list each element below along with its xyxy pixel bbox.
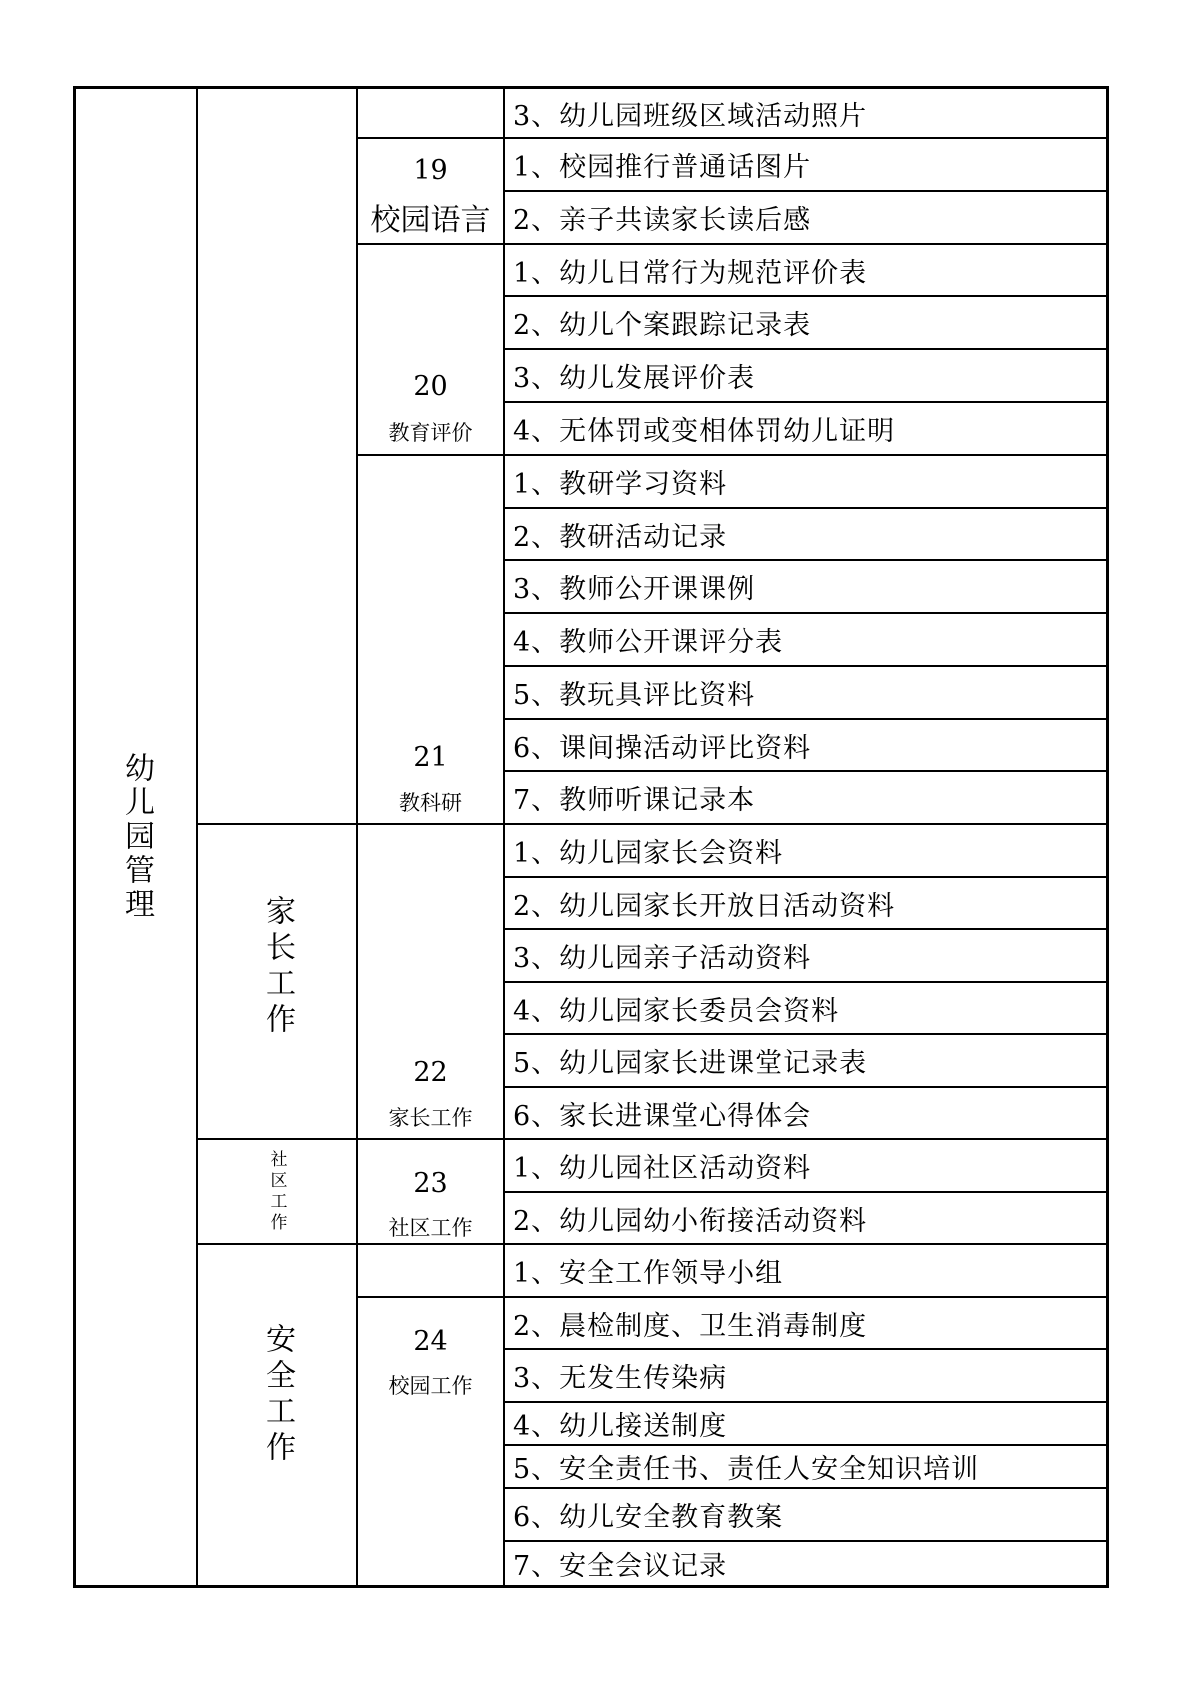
list-item: 3、幼儿发展评价表: [513, 363, 756, 394]
list-item: 5、教玩具评比资料: [513, 680, 756, 711]
subcategory-community-work-label: 社区工作: [266, 1149, 287, 1234]
list-item: 2、晨检制度、卫生消毒制度: [513, 1310, 868, 1342]
section-19-cell: [358, 139, 503, 243]
section-19-title: 校园语言: [370, 203, 491, 238]
list-item: 1、幼儿园社区活动资料: [513, 1153, 812, 1184]
list-item: 5、安全责任书、责任人安全知识培训: [513, 1454, 980, 1485]
list-item: 2、幼儿个案跟踪记录表: [513, 310, 812, 341]
list-item: 3、教师公开课课例: [513, 574, 756, 605]
subcategory-community-work-cell: [198, 1140, 356, 1243]
list-item: 6、幼儿安全教育教案: [513, 1502, 784, 1533]
subcategory-parent-work-cell: [198, 825, 356, 1138]
list-item: 6、家长进课堂心得体会: [513, 1100, 812, 1132]
section-21-cell: [358, 456, 503, 823]
list-item: 1、校园推行普通话图片: [513, 152, 812, 183]
section-21-title: 教科研: [399, 791, 462, 815]
section-23-title: 社区工作: [388, 1216, 473, 1240]
list-item: 4、幼儿园家长委员会资料: [513, 995, 840, 1027]
subcategory-safety-work-label: 安全工作: [260, 1323, 295, 1467]
section-24-cell: [358, 1298, 503, 1585]
list-item: 1、幼儿园家长会资料: [513, 838, 784, 869]
list-item: 1、安全工作领导小组: [513, 1258, 784, 1289]
main-category-label: 幼儿园管理: [119, 752, 154, 922]
section-22-cell: [358, 825, 503, 1138]
section-20-title: 教育评价: [388, 421, 473, 445]
list-item: 1、教研学习资料: [513, 469, 728, 500]
list-item: 3、无发生传染病: [513, 1363, 728, 1394]
section-19-number: 19: [413, 155, 448, 186]
section-20-cell: [358, 245, 503, 454]
list-item: 4、幼儿接送制度: [513, 1411, 728, 1442]
main-category-cell: [76, 89, 196, 1585]
section-23-cell: [358, 1140, 503, 1243]
section-23-number: 23: [413, 1168, 448, 1199]
subcategory-safety-work-cell: [198, 1245, 356, 1585]
section-20-number: 20: [413, 371, 448, 402]
document-table: [73, 86, 1109, 1588]
list-item: 4、教师公开课评分表: [513, 627, 784, 658]
list-item: 3、幼儿园班级区域活动照片: [513, 100, 868, 132]
list-item: 6、课间操活动评比资料: [513, 732, 812, 764]
list-item: 4、无体罚或变相体罚幼儿证明: [513, 416, 896, 447]
list-item: 5、幼儿园家长进课堂记录表: [513, 1048, 868, 1079]
list-item: 7、教师听课记录本: [513, 785, 756, 816]
section-22-title: 家长工作: [388, 1106, 473, 1130]
subcategory-parent-work-label: 家长工作: [260, 894, 295, 1039]
section-22-number: 22: [413, 1057, 448, 1088]
list-item: 2、教研活动记录: [513, 521, 728, 553]
section-24-number: 24: [413, 1326, 448, 1357]
items-column: [505, 89, 1109, 1585]
list-item: 3、幼儿园亲子活动资料: [513, 943, 812, 974]
list-item: 2、幼儿园幼小衔接活动资料: [513, 1205, 868, 1237]
section-21-number: 21: [413, 742, 448, 773]
list-item: 2、幼儿园家长开放日活动资料: [513, 890, 896, 922]
section-24-title: 校园工作: [388, 1374, 473, 1398]
list-item: 7、安全会议记录: [513, 1551, 728, 1582]
list-item: 2、亲子共读家长读后感: [513, 205, 812, 236]
list-item: 1、幼儿日常行为规范评价表: [513, 257, 868, 289]
